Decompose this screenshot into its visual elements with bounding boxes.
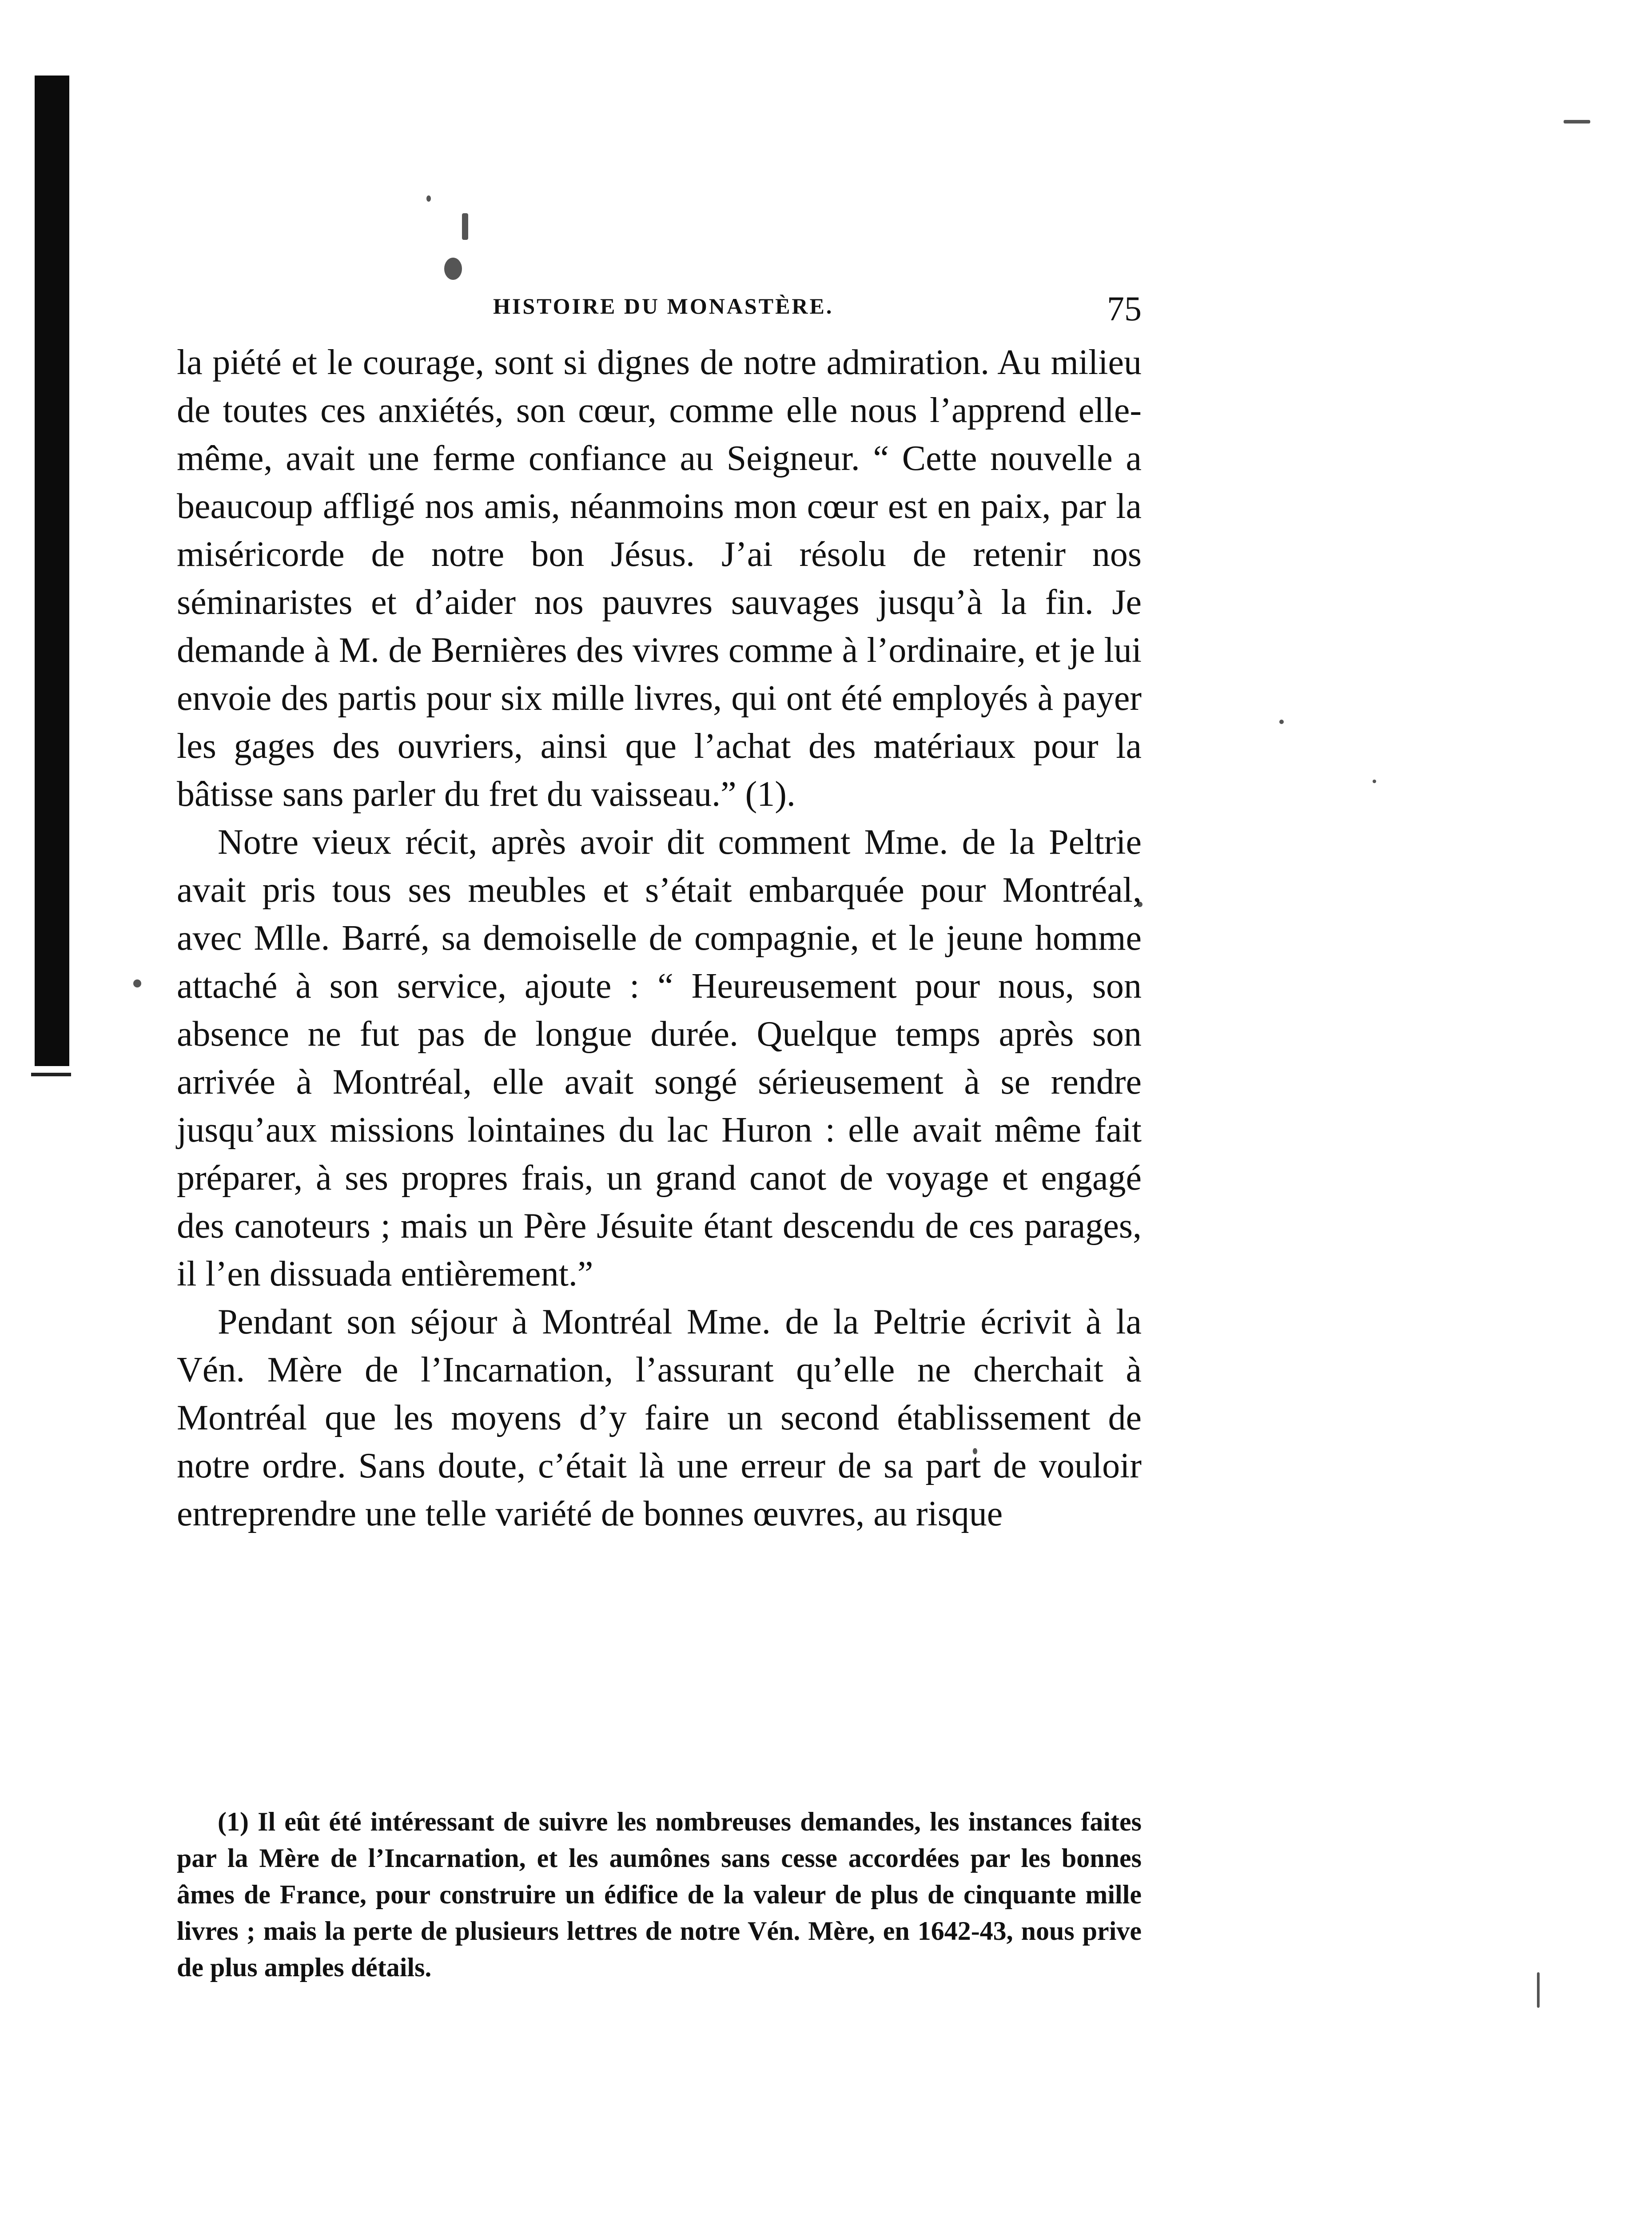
footnote: (1) Il eût été intéressant de suivre les nombreuses demandes, les instances faites par la Mère de l’Incarnation, et les aumônes sans cesse accordées par les bonnes âmes de France, pour construire un édifice de la valeur de plus de cinquante mille livres ; mais la perte de plusieurs lettres de notre Vén. Mère, en 1642-43, nous prive de plus amples détails. [177, 1807, 1142, 1982]
running-header [493, 289, 1142, 329]
scan-speck [1373, 780, 1376, 783]
paragraph: Pendant son séjour à Montréal Mme. de la Peltrie écrivit à la Vén. Mère de l’Incarnation, l’assurant qu’elle ne cherchait à Montréal que les moyens d’y faire un second établissement de notre ordre. Sans doute, c’était là une erreur de sa part de vouloir entreprendre une telle variété de bonnes œuvres, au risque [177, 1302, 1142, 1533]
paragraph: Notre vieux récit, après avoir dit comment Mme. de la Peltrie avait pris tous ses meubles et s’était embarquée pour Montréal, avec Mlle. Barré, sa demoiselle de compagnie, et le jeune homme attaché à son service, ajoute : “ Heureusement pour nous, son absence ne fut pas de longue durée. Quelque temps après son arrivée à Montréal, elle avait songé sérieusement à se rendre jusqu’aux missions lointaines du lac Huron : elle avait même fait préparer, à ses propres frais, un grand canot de voyage et engagé des canoteurs ; mais un Père Jésuite étant descendu de ces parages, il l’en dissuada entièrement.” [177, 823, 1142, 1294]
scan-edge-bar [35, 76, 69, 1066]
scan-speck [426, 195, 431, 202]
scan-speck [1537, 1972, 1540, 2008]
running-title: HISTOIRE DU MONASTÈRE. [493, 294, 834, 318]
scan-speck [462, 213, 468, 240]
page-number: 75 [1107, 289, 1142, 328]
scan-speck [444, 258, 462, 280]
paragraph: la piété et le courage, sont si dignes de notre admiration. Au milieu de toutes ces anxiétés, son cœur, comme elle nous l’apprend elle-même, avait une ferme confiance au Seigneur. “ Cette nouvelle a beaucoup affligé nos amis, néanmoins mon cœur est en paix, par la miséricorde de notre bon Jésus. J’ai résolu de retenir nos séminaristes et d’aider nos pauvres sauvages jusqu’à la fin. Je demande à M. de Bernières des vivres comme à l’ordinaire, et je lui envoie des partis pour six mille livres, qui ont été employés à payer les gages des ouvriers, ainsi que l’achat des matériaux pour la bâtisse sans parler du fret du vaisseau.” (1). [177, 343, 1142, 814]
scan-speck [1564, 120, 1590, 123]
scan-speck [133, 979, 141, 987]
scan-speck [1279, 720, 1284, 724]
body-text [177, 338, 1142, 1538]
scan-edge-tick [31, 1073, 71, 1076]
